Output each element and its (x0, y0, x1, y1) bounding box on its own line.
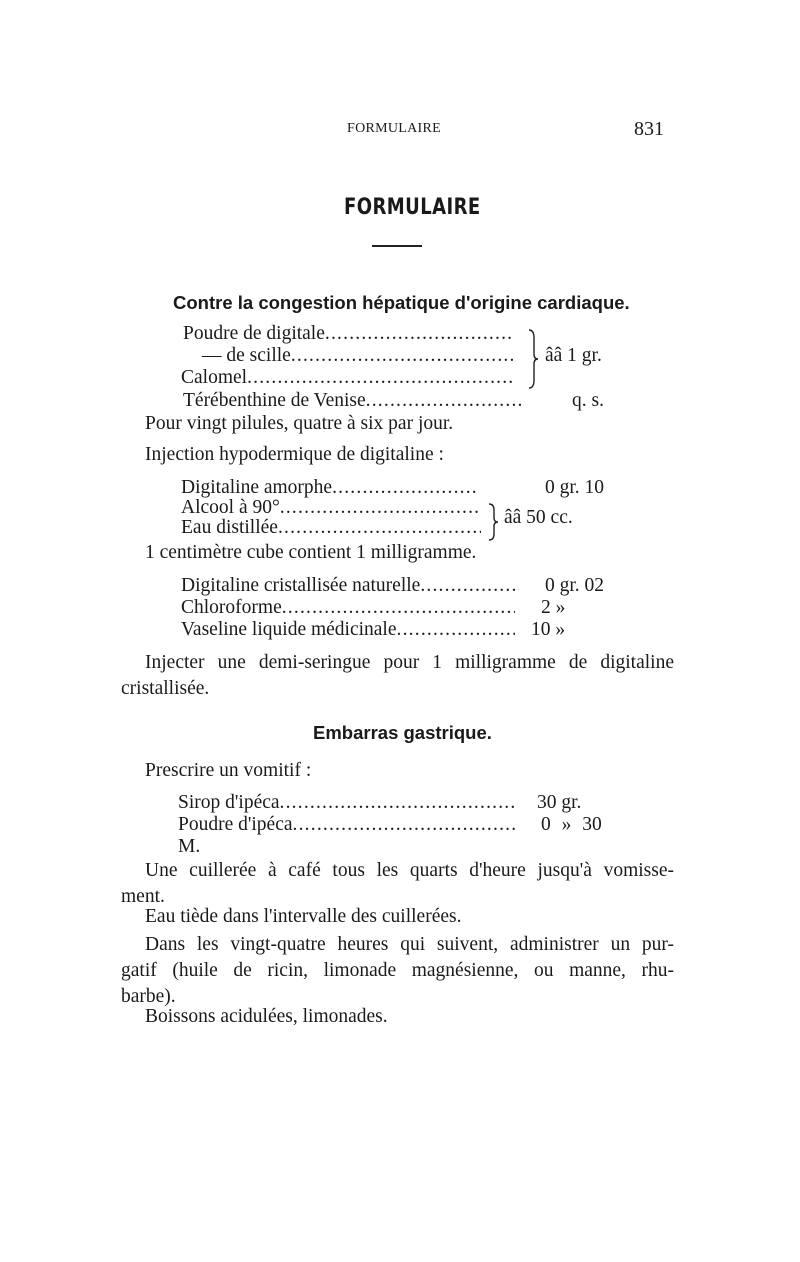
spoon-note-line: Une cuillerée à café tous les quarts d'heure jusqu'à vomisse- (145, 860, 674, 881)
inject-note (121, 650, 674, 702)
ingredient-label: — de scille (202, 345, 291, 366)
inject-note-line: cristallisée. (121, 678, 210, 699)
ingredient-row (181, 497, 481, 519)
purge-note (121, 932, 674, 1010)
ingredient-label: Térébenthine de Venise (183, 390, 366, 411)
running-title: FORMULAIRE (347, 121, 442, 136)
section-heading-embarras: Embarras gastrique. (313, 722, 492, 743)
ingredient-label: Sirop d'ipéca (178, 792, 280, 813)
purge-note-line: barbe). (121, 986, 176, 1007)
page-title: FORMULAIRE (344, 195, 481, 220)
purge-note-line: gatif (huile de ricin, limonade magnésienne, ou manne, rhu- (121, 960, 674, 981)
ingredient-label: Poudre d'ipéca (178, 814, 293, 835)
ingredient-row (202, 345, 513, 367)
ingredient-row (178, 814, 515, 836)
ingredient-label: Vaseline liquide médicinale (181, 619, 397, 640)
injection-title: Injection hypodermique de digitaline : (145, 444, 444, 465)
ingredient-dose: 0 » 30 (541, 814, 602, 835)
ingredient-dose: 0 gr. 10 (545, 477, 605, 498)
grouping-brace (487, 502, 501, 542)
ingredient-row (181, 575, 519, 597)
ingredient-label: Poudre de digitale (183, 323, 325, 344)
ingredient-row (183, 323, 513, 345)
pills-note: Pour vingt pilules, quatre à six par jour. (145, 413, 454, 434)
ingredient-dose: 2 » (541, 597, 566, 618)
title-rule (372, 245, 422, 247)
ingredient-row (183, 390, 523, 412)
ingredient-row (181, 477, 476, 499)
ingredient-label: Eau distillée (181, 517, 278, 538)
ingredient-row (181, 517, 481, 539)
ingredient-dose: q. s. (572, 390, 604, 411)
spoon-note (121, 858, 674, 910)
ingredient-label: Alcool à 90° (181, 497, 280, 518)
page-number: 831 (634, 118, 664, 140)
purge-note-line: Dans les vingt-quatre heures qui suivent, administrer un pur- (145, 934, 674, 955)
ingredient-label: Calomel (181, 367, 248, 388)
grouping-brace (527, 328, 541, 390)
ingredient-dose: 10 » (531, 619, 566, 640)
prescribe-note: Prescrire un vomitif : (145, 760, 312, 781)
ingredient-row (181, 597, 515, 619)
grouped-dose: ââ 50 cc. (504, 507, 573, 528)
warm-water-note: Eau tiède dans l'intervalle des cuillerées. (145, 906, 462, 927)
centimetre-note: 1 centimètre cube contient 1 milligramme. (145, 542, 477, 563)
spoon-note-line: ment. (121, 886, 165, 907)
inject-note-line: Injecter une demi-seringue pour 1 milligramme de digitaline (145, 652, 674, 673)
section-heading-congestion: Contre la congestion hépatique d'origine cardiaque. (173, 292, 630, 313)
ingredient-row (181, 367, 513, 389)
ingredient-label: Digitaline cristallisée naturelle (181, 575, 421, 596)
grouped-dose: ââ 1 gr. (545, 345, 602, 366)
ingredient-label: Chloroforme (181, 597, 282, 618)
mix-mark: M. (178, 836, 201, 857)
ingredient-row (178, 792, 515, 814)
ingredient-dose: 0 gr. 02 (545, 575, 605, 596)
drinks-note: Boissons acidulées, limonades. (145, 1006, 388, 1027)
ingredient-row (181, 619, 515, 641)
ingredient-label: Digitaline amorphe (181, 477, 333, 498)
ingredient-dose: 30 gr. (537, 792, 582, 813)
